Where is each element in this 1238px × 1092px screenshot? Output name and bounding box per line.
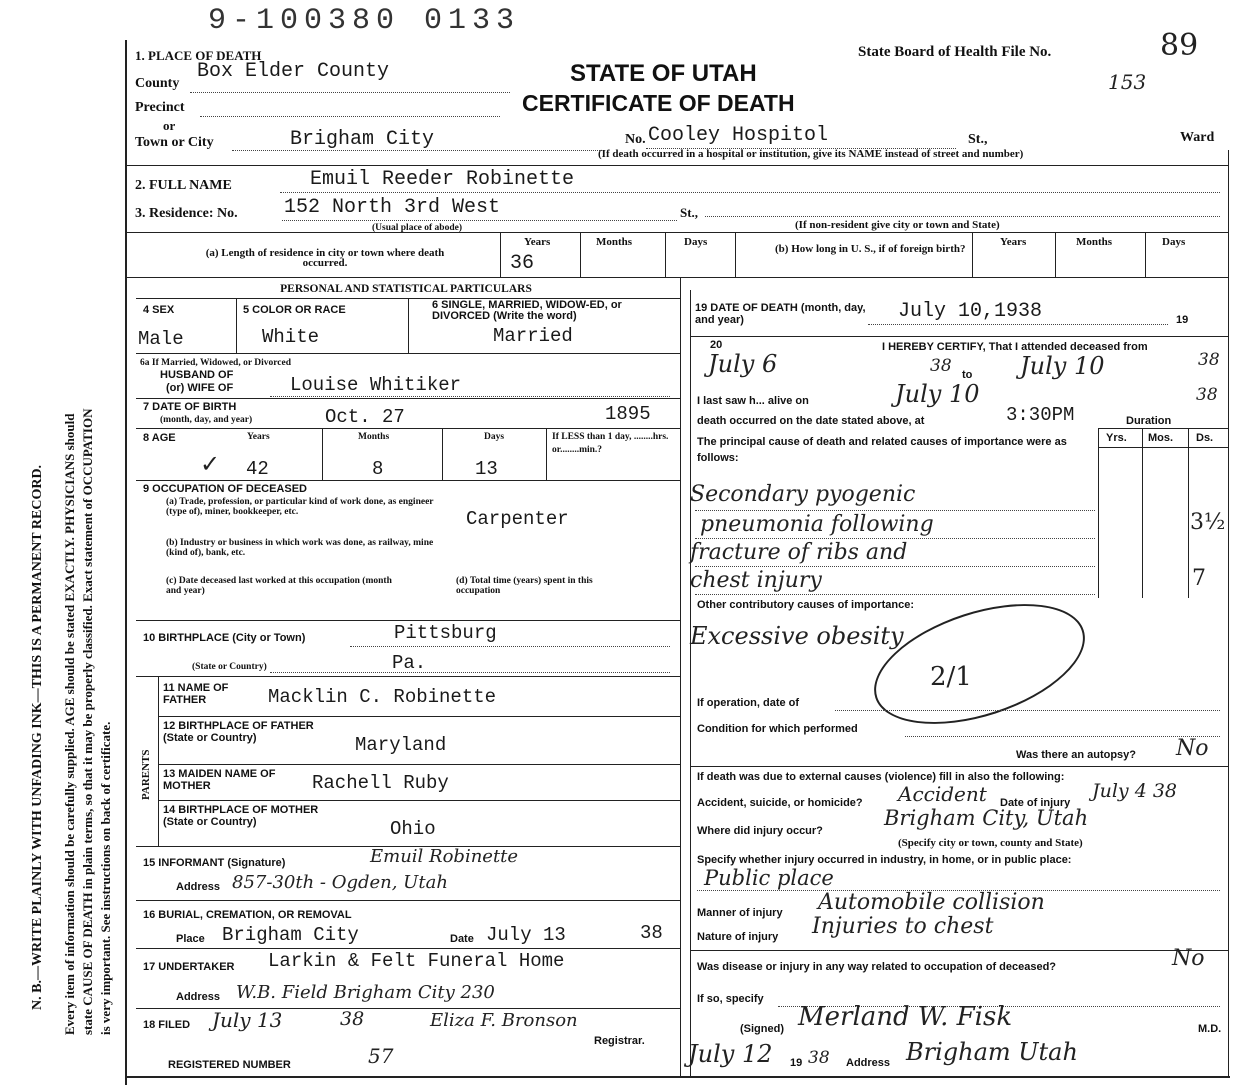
serial-number: 9-100380 0133 xyxy=(208,4,521,38)
filed-year: 38 xyxy=(340,1008,365,1030)
sidebar-instruction-1: Every item of information should be carefully supplied. AGE should be stated EXACTLY. PHYSICIANS should xyxy=(62,413,77,1035)
us-residence-label: (b) How long in U. S., if of foreign birth? xyxy=(775,243,966,255)
right-border xyxy=(1228,150,1229,1076)
age-days-value: 13 xyxy=(475,458,498,480)
occupation-related-label: Was disease or injury in any way related to occupation of deceased? xyxy=(697,961,1057,973)
less-than-label: If LESS than 1 day, ........hrs. or........min.? xyxy=(552,432,669,455)
physician-address: Brigham Utah xyxy=(906,1038,1078,1066)
usual-abode-note: (Usual place of abode) xyxy=(372,223,462,233)
autopsy-value: No xyxy=(1176,736,1209,761)
physician-address-label: Address xyxy=(846,1057,891,1069)
duration-label: Duration xyxy=(1126,415,1172,427)
occupation-d-label: (d) Total time (years) spent in this occupation xyxy=(456,576,593,596)
manner-of-injury-label: Manner of injury xyxy=(697,907,783,919)
filed-label: 18 FILED xyxy=(143,1019,191,1031)
manner-of-injury-value: Automobile collision xyxy=(818,890,1045,915)
cause-line-4: chest injury xyxy=(690,568,822,593)
county-value: Box Elder County xyxy=(197,60,390,83)
autopsy-label: Was there an autopsy? xyxy=(1016,749,1137,761)
burial-label: 16 BURIAL, CREMATION, OR REMOVAL xyxy=(143,909,352,921)
md-label: M.D. xyxy=(1198,1023,1222,1035)
sex-value: Male xyxy=(138,328,184,350)
spouse-label-3: (or) WIFE OF xyxy=(166,382,234,394)
nature-of-injury-label: Nature of injury xyxy=(697,931,779,943)
duration-value-1: 3½ xyxy=(1190,510,1226,535)
age-label: 8 AGE xyxy=(143,432,176,444)
mother-birthplace-label: 14 BIRTHPLACE OF MOTHER (State or Country) xyxy=(163,804,319,828)
signature-year-prefix: 19 xyxy=(790,1057,803,1069)
duration-days-header: Ds. xyxy=(1196,432,1214,444)
last-seen-date: July 10 xyxy=(895,380,980,408)
days-header: Days xyxy=(684,236,708,248)
document-state-title: STATE OF UTAH xyxy=(570,60,757,87)
external-causes-label: If death was due to external causes (violence) fill in also the following: xyxy=(697,771,1065,783)
undertaker-label: 17 UNDERTAKER xyxy=(143,961,235,973)
bottom-border xyxy=(125,1076,1230,1078)
father-name-value: Macklin C. Robinette xyxy=(268,686,497,708)
cause-line-3: fracture of ribs and xyxy=(690,540,908,565)
mother-name-label: 13 MAIDEN NAME OF MOTHER xyxy=(163,768,276,792)
personal-heading: PERSONAL AND STATISTICAL PARTICULARS xyxy=(280,283,532,295)
marital-label: 6 SINGLE, MARRIED, WIDOW-ED, or DIVORCED (Write the word) xyxy=(432,299,622,322)
full-name-label: 2. FULL NAME xyxy=(135,178,232,193)
informant-address: 857-30th - Ogden, Utah xyxy=(232,872,448,893)
residence-street-label: St., xyxy=(680,205,699,220)
death-time: 3:30PM xyxy=(1006,404,1075,426)
attended-from-year: 38 xyxy=(930,356,952,376)
hospital-note: (If death occurred in a hospital or institution, give its NAME instead of street and number) xyxy=(598,148,1024,160)
injury-setting-value: Public place xyxy=(704,866,834,890)
us-days-header: Days xyxy=(1162,236,1186,248)
last-seen-year: 38 xyxy=(1196,385,1218,405)
contributory-cause: Excessive obesity xyxy=(690,622,904,650)
item-20-label: 20 xyxy=(710,339,723,351)
operation-date-label: If operation, date of xyxy=(697,697,800,709)
file-subnumber: 153 xyxy=(1108,70,1147,94)
duration-value-2: 7 xyxy=(1192,566,1206,591)
age-years-value: 42 xyxy=(246,458,269,480)
undertaker-address: W.B. Field Brigham City 230 xyxy=(236,982,495,1003)
contributory-code: 2/1 xyxy=(930,662,972,692)
document-title: CERTIFICATE OF DEATH xyxy=(522,90,795,116)
undertaker-address-label: Address xyxy=(176,991,221,1003)
undertaker-name: Larkin & Felt Funeral Home xyxy=(268,950,565,972)
length-of-residence-label: (a) Length of residence in city or town where death occurred. xyxy=(205,247,445,269)
injury-date-value: July 4 38 xyxy=(1092,780,1178,802)
occupation-c-label: (c) Date deceased last worked at this occupation (month and year) xyxy=(166,576,392,596)
residence-years-value: 36 xyxy=(510,252,535,275)
occupation-a-label: (a) Trade, profession, or particular kind of work done, as engineer (type of), miner, bookkeeper, etc. xyxy=(166,497,434,517)
county-label: County xyxy=(135,76,180,91)
signed-label: (Signed) xyxy=(740,1023,784,1035)
attended-to-date: July 10 xyxy=(1020,352,1105,380)
dob-value: Oct. 27 xyxy=(325,406,405,428)
mother-name-value: Rachell Ruby xyxy=(312,772,449,794)
left-border xyxy=(125,40,127,1085)
filed-date: July 13 xyxy=(212,1008,283,1032)
registrar-signature: Eliza F. Bronson xyxy=(430,1010,578,1031)
hospital-number-label: No. xyxy=(625,132,646,147)
father-name-label: 11 NAME OF FATHER xyxy=(163,682,229,706)
informant-address-label: Address xyxy=(176,881,221,893)
contributory-causes-label: Other contributory causes of importance: xyxy=(697,599,914,611)
nature-of-injury-value: Injuries to chest xyxy=(812,914,994,939)
physician-signature: Merland W. Fisk xyxy=(798,1002,1013,1032)
spouse-value: Louise Whitiker xyxy=(290,374,462,396)
cause-line-2: pneumonia following xyxy=(700,512,934,537)
street-label: St., xyxy=(968,132,988,147)
dob-sub-label: (month, day, and year) xyxy=(160,415,253,425)
last-seen-label: I last saw h... alive on xyxy=(697,395,809,407)
birthplace-label: 10 BIRTHPLACE (City or Town) xyxy=(143,632,306,644)
file-number: 89 xyxy=(1160,28,1199,63)
non-resident-note: (If non-resident give city or town and State) xyxy=(795,219,1000,231)
burial-year-value: 38 xyxy=(640,922,663,944)
race-value: White xyxy=(262,326,320,348)
father-birthplace-value: Maryland xyxy=(355,734,447,756)
sidebar-instruction-3: is very important. See instructions on back of certificate. xyxy=(98,721,113,1035)
attended-from-date: July 6 xyxy=(708,350,778,378)
cause-of-death-label: The principal cause of death and related causes of importance were as follows: xyxy=(697,436,1067,464)
birthplace-city-value: Pittsburg xyxy=(394,622,497,644)
spouse-label-1: 6a If Married, Widowed, or Divorced xyxy=(140,358,292,368)
sidebar-instruction-2: state CAUSE OF DEATH in plain terms, so that it may be properly classified. Exact statement of OCCUPATION xyxy=(80,408,95,1035)
informant-signature: Emuil Robinette xyxy=(370,846,519,867)
burial-place-label: Place xyxy=(176,933,205,945)
accident-label: Accident, suicide, or homicide? xyxy=(697,797,863,809)
hospital-value: Cooley Hospitol xyxy=(648,124,829,147)
ward-label: Ward xyxy=(1180,130,1215,145)
occupation-related-value: No xyxy=(1172,946,1205,971)
precinct-label: Precinct xyxy=(135,100,185,115)
cause-line-1: Secondary pyogenic xyxy=(690,482,916,507)
operation-condition-label: Condition for which performed xyxy=(697,723,858,735)
attended-to-label: to xyxy=(962,369,973,381)
age-days-label: Days xyxy=(484,432,505,442)
sex-label: 4 SEX xyxy=(143,304,175,316)
father-birthplace-label: 12 BIRTHPLACE OF FATHER (State or Country) xyxy=(163,720,314,744)
duration-years-header: Yrs. xyxy=(1106,432,1127,444)
informant-label: 15 INFORMANT (Signature) xyxy=(143,857,286,869)
age-months-value: 8 xyxy=(372,458,384,480)
years-header: Years xyxy=(524,236,551,248)
certify-label: I HEREBY CERTIFY, That I attended deceased from xyxy=(882,341,1148,353)
occupation-b-label: (b) Industry or business in which work was done, as railway, mine (kind of), bank, etc. xyxy=(166,538,434,558)
town-value: Brigham City xyxy=(290,128,435,151)
dob-label: 7 DATE OF BIRTH xyxy=(143,401,237,413)
burial-date-value: July 13 xyxy=(486,924,566,946)
age-months-label: Months xyxy=(358,432,390,442)
sidebar-warning: N. B.—WRITE PLAINLY WITH UNFADING INK—THIS IS A PERMANENT RECORD. xyxy=(30,464,45,1010)
age-years-label: Years xyxy=(247,432,270,442)
residence-value: 152 North 3rd West xyxy=(284,196,501,219)
accident-value: Accident xyxy=(898,782,987,806)
date-of-death-suffix: 19 xyxy=(1176,314,1189,326)
months-header: Months xyxy=(596,236,633,248)
signature-year: 38 xyxy=(808,1048,830,1068)
birthplace-state-label: (State or Country) xyxy=(192,662,267,672)
file-number-label: State Board of Health File No. xyxy=(858,44,1052,60)
registrar-label: Registrar. xyxy=(594,1035,645,1047)
attended-to-year: 38 xyxy=(1198,350,1220,370)
residence-label: 3. Residence: No. xyxy=(135,206,238,221)
age-checkmark: ✓ xyxy=(200,450,221,478)
duration-months-header: Mos. xyxy=(1148,432,1174,444)
signature-date: July 12 xyxy=(688,1040,773,1068)
occupation-heading: 9 OCCUPATION OF DECEASED xyxy=(143,483,307,495)
us-years-header: Years xyxy=(1000,236,1027,248)
date-of-death-label: 19 DATE OF DEATH (month, day, and year) xyxy=(695,302,866,326)
injury-date-label: Date of injury xyxy=(1000,797,1071,809)
place-of-death-heading: 1. PLACE OF DEATH xyxy=(135,48,262,63)
marital-value: Married xyxy=(493,325,573,347)
injury-location-note: (Specify city or town, county and State) xyxy=(898,837,1083,849)
registered-number-label: REGISTERED NUMBER xyxy=(168,1059,291,1071)
parents-side-label: PARENTS xyxy=(140,749,152,800)
dob-year-value: 1895 xyxy=(605,403,651,425)
if-so-label: If so, specify xyxy=(697,993,764,1005)
burial-place-value: Brigham City xyxy=(222,924,359,946)
date-of-death-value: July 10,1938 xyxy=(898,300,1043,323)
spouse-label-2: HUSBAND OF xyxy=(160,369,234,381)
or-label: or xyxy=(163,118,176,133)
birthplace-state-value: Pa. xyxy=(392,652,427,674)
registered-number: 57 xyxy=(368,1044,394,1068)
town-label: Town or City xyxy=(135,135,214,150)
us-months-header: Months xyxy=(1076,236,1113,248)
burial-date-label: Date xyxy=(450,933,474,945)
occupation-value: Carpenter xyxy=(466,508,569,530)
full-name-value: Emuil Reeder Robinette xyxy=(310,168,575,191)
death-occurred-label: death occurred on the date stated above, at xyxy=(697,415,925,427)
injury-location-label: Where did injury occur? xyxy=(697,825,823,837)
race-label: 5 COLOR OR RACE xyxy=(243,304,346,316)
mother-birthplace-value: Ohio xyxy=(390,818,436,840)
injury-setting-label: Specify whether injury occurred in industry, in home, or in public place: xyxy=(697,854,1072,866)
injury-location-value: Brigham City, Utah xyxy=(884,806,1089,830)
